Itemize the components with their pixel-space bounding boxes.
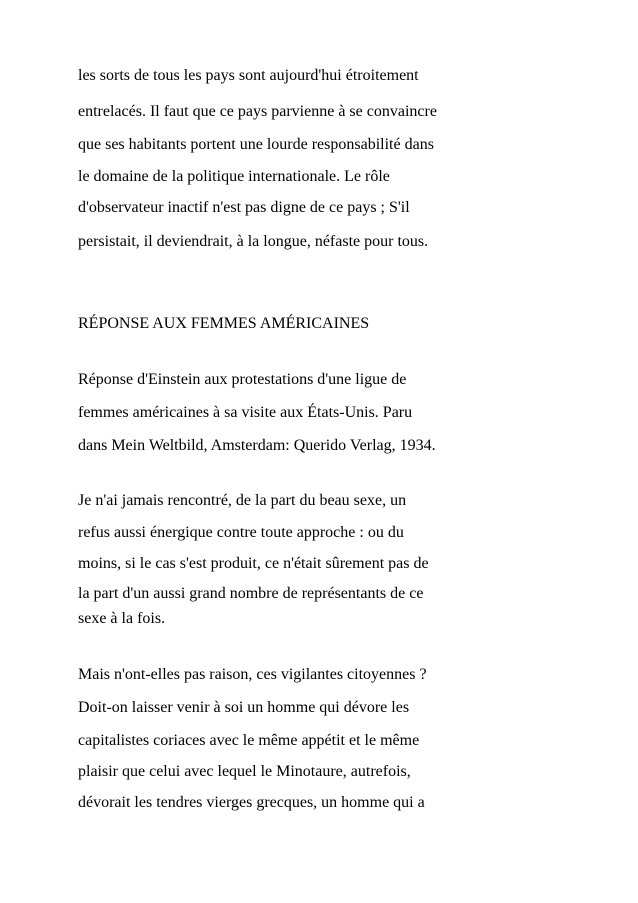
text-line: que ses habitants portent une lourde responsabilité dans <box>78 136 434 153</box>
text-line: dévorait les tendres vierges grecques, un homme qui a <box>78 794 425 811</box>
text-line: Doit-on laisser venir à soi un homme qui dévore les <box>78 699 410 716</box>
text-line: persistait, il deviendrait, à la longue, néfaste pour tous. <box>78 233 429 250</box>
text-line: moins, si le cas s'est produit, ce n'était sûrement pas de <box>78 555 429 572</box>
text-line: les sorts de tous les pays sont aujourd'hui étroitement <box>78 67 419 84</box>
text-line: d'observateur inactif n'est pas digne de ce pays ; S'il <box>78 199 410 216</box>
intro-line: dans Mein Weltbild, Amsterdam: Querido Verlag, 1934. <box>78 437 436 454</box>
text-line: capitalistes coriaces avec le même appétit et le même <box>78 732 420 749</box>
text-line: entrelacés. Il faut que ce pays parvienne à se convaincre <box>78 103 437 120</box>
text-line: le domaine de la politique internationale. Le rôle <box>78 168 390 185</box>
intro-line: Réponse d'Einstein aux protestations d'une ligue de <box>78 371 407 388</box>
intro-line: femmes américaines à sa visite aux États-Unis. Paru <box>78 404 413 421</box>
text-line: refus aussi énergique contre toute approche : ou du <box>78 524 404 541</box>
text-line: sexe à la fois. <box>78 610 166 627</box>
section-heading: RÉPONSE AUX FEMMES AMÉRICAINES <box>78 315 370 332</box>
text-line: Mais n'ont-elles pas raison, ces vigilantes citoyennes ? <box>78 666 427 683</box>
text-line: Je n'ai jamais rencontré, de la part du beau sexe, un <box>78 492 407 509</box>
text-line: la part d'un aussi grand nombre de représentants de ce <box>78 585 424 602</box>
text-line: plaisir que celui avec lequel le Minotaure, autrefois, <box>78 763 411 780</box>
